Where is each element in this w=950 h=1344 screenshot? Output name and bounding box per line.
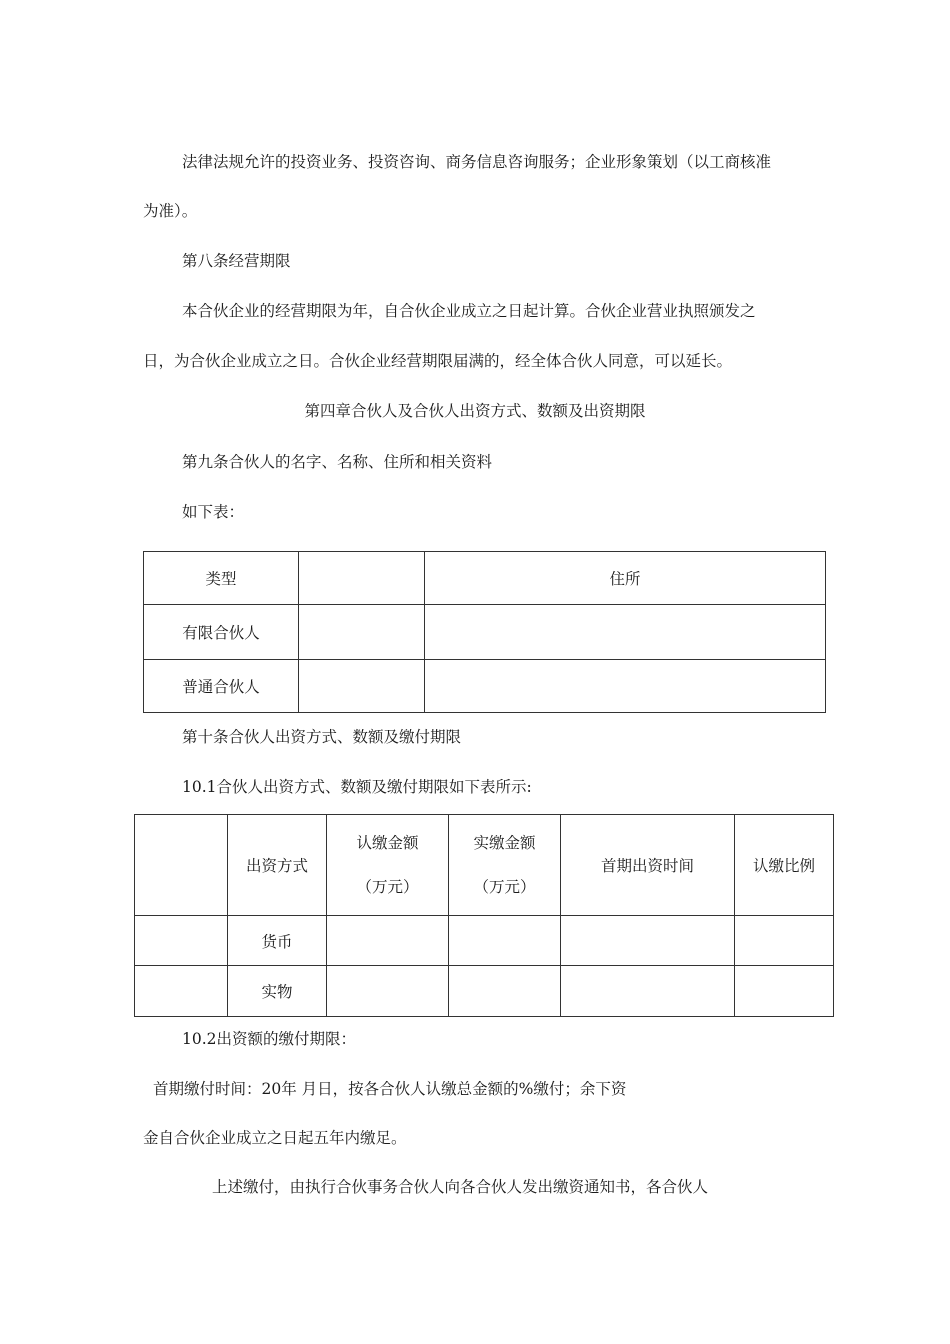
table-cell: 普通合伙人 — [144, 660, 299, 713]
table-cell — [735, 916, 834, 966]
table-cell — [561, 966, 735, 1017]
table-row — [144, 660, 826, 713]
paragraph-business-scope-line2: 为准）。 — [143, 202, 198, 220]
table-header-cell: 住所 — [425, 552, 826, 605]
article-10-heading: 第十条合伙人出资方式、数额及缴付期限 — [182, 728, 462, 746]
table-cell — [561, 916, 735, 966]
table-cell: 货币 — [228, 916, 327, 966]
table-cell — [135, 916, 228, 966]
table-row — [135, 966, 834, 1017]
table-cell — [425, 605, 826, 660]
paragraph-business-scope-line1: 法律法规允许的投资业务、投资咨询、商务信息咨询服务；企业形象策划（以工商核准 — [182, 153, 772, 171]
table-header-cell: 认缴比例 — [735, 815, 834, 916]
table-header-cell — [299, 552, 425, 605]
table-cell — [425, 660, 826, 713]
table-row — [144, 552, 826, 605]
header-subscribed-amount: 认缴金额 — [356, 834, 419, 852]
header-unit: （万元） — [473, 878, 536, 896]
first-payment-line1: 首期缴付时间：20年 月日，按各合伙人认缴总金额的%缴付；余下资 — [153, 1080, 627, 1098]
article-10-1-text: 10.1合伙人出资方式、数额及缴付期限如下表所示: — [182, 778, 532, 796]
contribution-table — [134, 814, 834, 1017]
table-row — [135, 815, 834, 916]
article-8-heading: 第八条经营期限 — [182, 252, 291, 270]
table-header-cell: 出资方式 — [228, 815, 327, 916]
table-header-cell: 类型 — [144, 552, 299, 605]
table-cell — [735, 966, 834, 1017]
table-cell — [449, 966, 561, 1017]
chapter-4-heading: 第四章合伙人及合伙人出资方式、数额及出资期限 — [304, 402, 646, 420]
table-cell: 有限合伙人 — [144, 605, 299, 660]
table-cell: 实物 — [228, 966, 327, 1017]
table-header-cell: 首期出资时间 — [561, 815, 735, 916]
table-cell — [327, 916, 449, 966]
table-cell — [299, 660, 425, 713]
table-cell — [135, 966, 228, 1017]
article-8-text-line2: 日，为合伙企业成立之日。合伙企业经营期限届满的，经全体合伙人同意，可以延长。 — [143, 352, 733, 370]
article-9-heading: 第九条合伙人的名字、名称、住所和相关资料 — [182, 453, 493, 471]
table-header-cell — [449, 815, 561, 916]
table-row — [135, 916, 834, 966]
table-cell — [299, 605, 425, 660]
first-payment-line2: 金自合伙企业成立之日起五年内缴足。 — [143, 1129, 407, 1147]
table-row — [144, 605, 826, 660]
article-8-text-line1: 本合伙企业的经营期限为年，自合伙企业成立之日起计算。合伙企业营业执照颁发之 — [182, 302, 756, 320]
article-10-2-text: 10.2出资额的缴付期限： — [182, 1030, 357, 1048]
table-cell — [449, 916, 561, 966]
header-unit: （万元） — [356, 878, 419, 896]
partner-table — [143, 551, 826, 713]
table-intro-text: 如下表： — [182, 503, 245, 521]
table-header-cell — [327, 815, 449, 916]
table-cell — [327, 966, 449, 1017]
table-header-cell — [135, 815, 228, 916]
header-paid-amount: 实缴金额 — [473, 834, 536, 852]
payment-notice-text: 上述缴付，由执行合伙事务合伙人向各合伙人发出缴资通知书，各合伙人 — [212, 1178, 709, 1196]
